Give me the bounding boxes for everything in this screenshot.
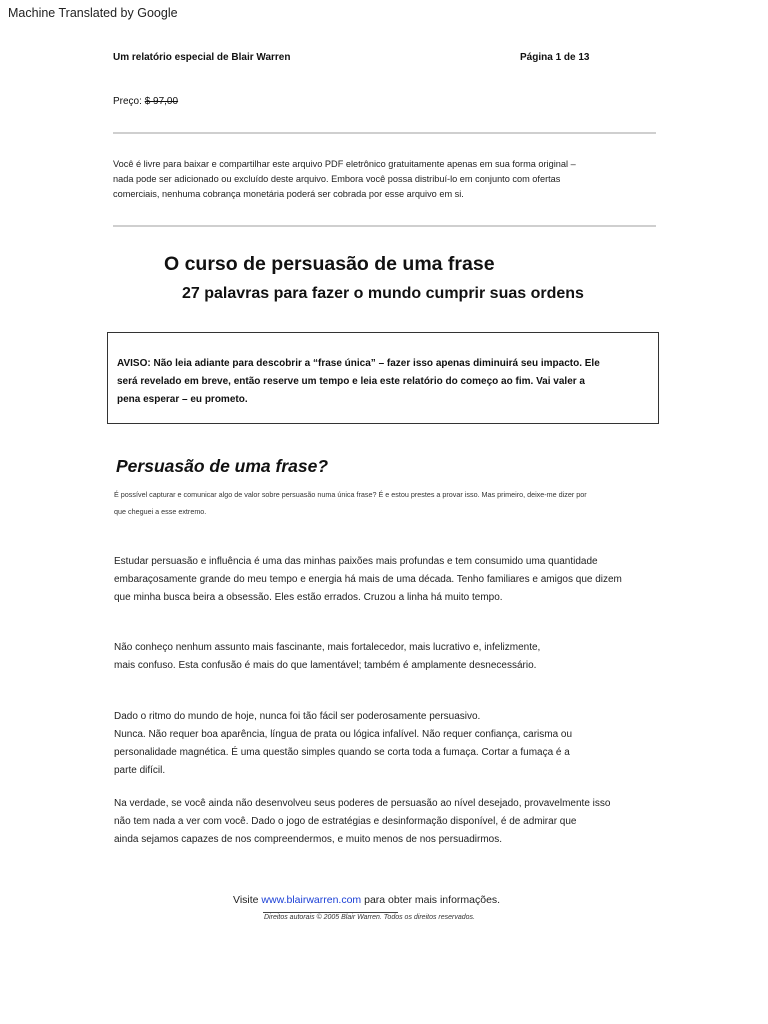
paragraph-line: ainda sejamos capazes de nos compreendermos, e muito menos de nos persuadirmos. bbox=[114, 834, 502, 845]
document-title: O curso de persuasão de uma frase bbox=[164, 253, 495, 275]
footer-prefix: Visite bbox=[233, 894, 262, 906]
warning-box bbox=[107, 332, 659, 424]
footer-visit bbox=[233, 894, 500, 906]
license-line: Você é livre para baixar e compartilhar este arquivo PDF eletrônico gratuitamente apenas em sua forma original – bbox=[113, 159, 576, 169]
warning-line: AVISO: Não leia adiante para descobrir a “frase única” – fazer isso apenas diminuirá seu impacto. Ele bbox=[117, 358, 600, 369]
section-heading: Persuasão de uma frase? bbox=[116, 456, 329, 476]
paragraph-line: Não conheço nenhum assunto mais fascinante, mais fortalecedor, mais lucrativo e, infelizmente, bbox=[114, 642, 541, 653]
body-paragraph-4 bbox=[114, 795, 659, 849]
price-value-struck: $ 97,00 bbox=[144, 96, 179, 107]
intro-paragraph bbox=[114, 486, 659, 520]
document-subtitle: 27 palavras para fazer o mundo cumprir suas ordens bbox=[182, 285, 584, 302]
paragraph-line: parte difícil. bbox=[114, 765, 166, 776]
paragraph-line: Nunca. Não requer boa aparência, língua de prata ou lógica infalível. Não requer confiança, carisma ou bbox=[114, 729, 573, 740]
warning-text bbox=[117, 355, 637, 409]
paragraph-line: embaraçosamente grande do meu tempo e energia há mais de uma década. Tenho familiares e amigos que dizem bbox=[114, 574, 622, 585]
warning-line: pena esperar – eu prometo. bbox=[117, 394, 248, 405]
paragraph-line: Na verdade, se você ainda não desenvolveu seus poderes de persuasão ao nível desejado, provavelmente isso bbox=[114, 798, 611, 809]
machine-translated-banner: Machine Translated by Google bbox=[8, 6, 178, 20]
license-line: comerciais, nenhuma cobrança monetária poderá ser cobrada por esse arquivo em si. bbox=[113, 189, 464, 199]
website-link[interactable]: www.blairwarren.com bbox=[261, 894, 362, 906]
warning-line: será revelado em breve, então reserve um tempo e leia este relatório do começo ao fim. Vai valer a bbox=[117, 376, 585, 387]
price-label: Preço: bbox=[113, 96, 145, 107]
body-paragraph-1 bbox=[114, 553, 659, 607]
report-header-title: Um relatório especial de Blair Warren bbox=[113, 52, 291, 63]
footer-suffix: para obter mais informações. bbox=[361, 894, 501, 906]
price bbox=[113, 96, 178, 107]
paragraph-line: que minha busca beira a obsessão. Eles estão errados. Cruzou a linha há muito tempo. bbox=[114, 592, 503, 603]
paragraph-line: não tem nada a ver com você. Dado o jogo de estratégias e desinformação disponível, é de admirar que bbox=[114, 816, 577, 827]
intro-line: É possível capturar e comunicar algo de valor sobre persuasão numa única frase? É e estou prestes a provar isso. Mas primeiro, deixe-me dizer por bbox=[114, 490, 587, 499]
footer-divider bbox=[263, 912, 398, 913]
paragraph-line: personalidade magnética. É uma questão simples quando se corta toda a fumaça. Cortar a fumaça é a bbox=[114, 747, 570, 758]
divider-bottom bbox=[113, 225, 656, 227]
license-line: nada pode ser adicionado ou excluído deste arquivo. Embora você possa distribuí-lo em conjunto com ofertas bbox=[113, 174, 561, 184]
paragraph-line: Estudar persuasão e influência é uma das minhas paixões mais profundas e tem consumido uma quantidade bbox=[114, 556, 598, 567]
body-paragraph-2 bbox=[114, 639, 659, 675]
copyright-notice: Direitos autorais © 2005 Blair Warren. Todos os direitos reservados. bbox=[264, 914, 475, 921]
body-paragraph-3 bbox=[114, 708, 659, 780]
paragraph-line: mais confuso. Esta confusão é mais do que lamentável; também é amplamente desnecessário. bbox=[114, 660, 537, 671]
page-number: Página 1 de 13 bbox=[520, 52, 590, 63]
intro-line: que cheguei a esse extremo. bbox=[114, 507, 207, 516]
license-notice bbox=[113, 157, 633, 202]
divider-top bbox=[113, 132, 656, 134]
paragraph-line: Dado o ritmo do mundo de hoje, nunca foi tão fácil ser poderosamente persuasivo. bbox=[114, 711, 481, 722]
